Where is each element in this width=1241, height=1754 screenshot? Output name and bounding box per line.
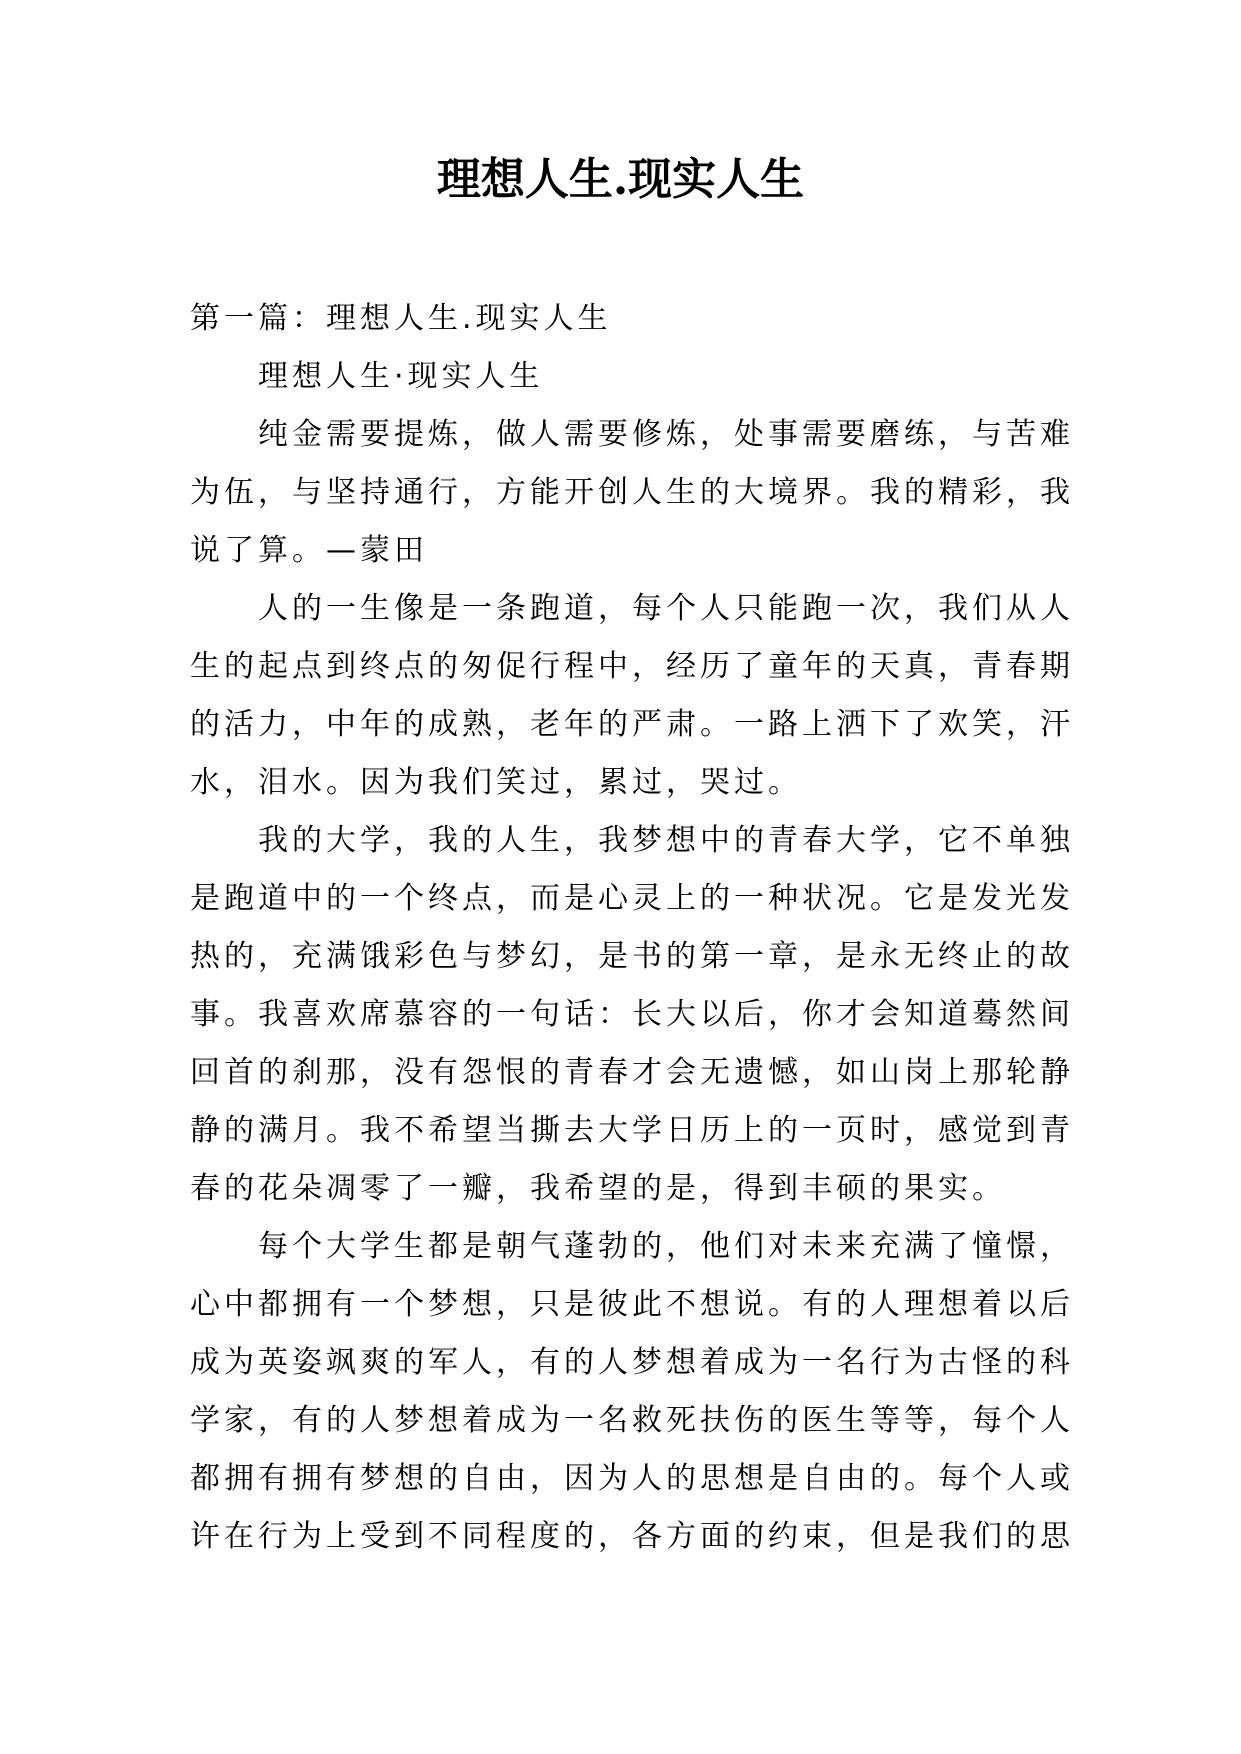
- text-line: 都拥有拥有梦想的自由，因为人的思想是自由的。每个人或: [190, 1461, 1074, 1496]
- text-line: 回首的刹那，没有怨恨的青春才会无遗憾，如山岗上那轮静: [190, 1055, 1074, 1090]
- text-line: 静的满月。我不希望当撕去大学日历上的一页时，感觉到青: [190, 1113, 1074, 1148]
- section-heading: 第一篇：理想人生.现实人生: [190, 301, 612, 336]
- text-line: 许在行为上受到不同程度的，各方面的约束，但是我们的思: [190, 1519, 1074, 1554]
- text-line: 水，泪水。因为我们笑过，累过，哭过。: [190, 765, 802, 800]
- text-line: 学家，有的人梦想着成为一名救死扶伤的医生等等，每个人: [190, 1403, 1074, 1438]
- text-line: 春的花朵凋零了一瓣，我希望的是，得到丰硕的果实。: [190, 1171, 1006, 1206]
- document-body: [190, 290, 1074, 1566]
- text-line: 纯金需要提炼，做人需要修炼，处事需要磨练，与苦难: [258, 417, 1074, 452]
- text-line: 生的起点到终点的匆促行程中，经历了童年的天真，青春期: [190, 649, 1074, 684]
- text-line: 成为英姿飒爽的军人，有的人梦想着成为一名行为古怪的科: [190, 1345, 1074, 1380]
- text-line: 说了算。—蒙田: [190, 533, 428, 568]
- text-line: 事。我喜欢席慕容的一句话：长大以后，你才会知道蓦然间: [190, 997, 1074, 1032]
- text-line: 人的一生像是一条跑道，每个人只能跑一次，我们从人: [258, 591, 1074, 626]
- sub-heading: 理想人生·现实人生: [258, 359, 544, 394]
- text-line: 热的，充满饿彩色与梦幻，是书的第一章，是永无终止的故: [190, 939, 1074, 974]
- text-line: 的活力，中年的成熟，老年的严肃。一路上洒下了欢笑，汗: [190, 707, 1074, 742]
- text-line: 为伍，与坚持通行，方能开创人生的大境界。我的精彩，我: [190, 475, 1074, 510]
- document-title: 理想人生.现实人生: [436, 154, 805, 205]
- text-line: 心中都拥有一个梦想，只是彼此不想说。有的人理想着以后: [190, 1287, 1074, 1322]
- text-line: 是跑道中的一个终点，而是心灵上的一种状况。它是发光发: [190, 881, 1074, 916]
- text-line: 我的大学，我的人生，我梦想中的青春大学，它不单独: [258, 823, 1074, 858]
- text-line: 每个大学生都是朝气蓬勃的，他们对未来充满了憧憬，: [258, 1229, 1074, 1264]
